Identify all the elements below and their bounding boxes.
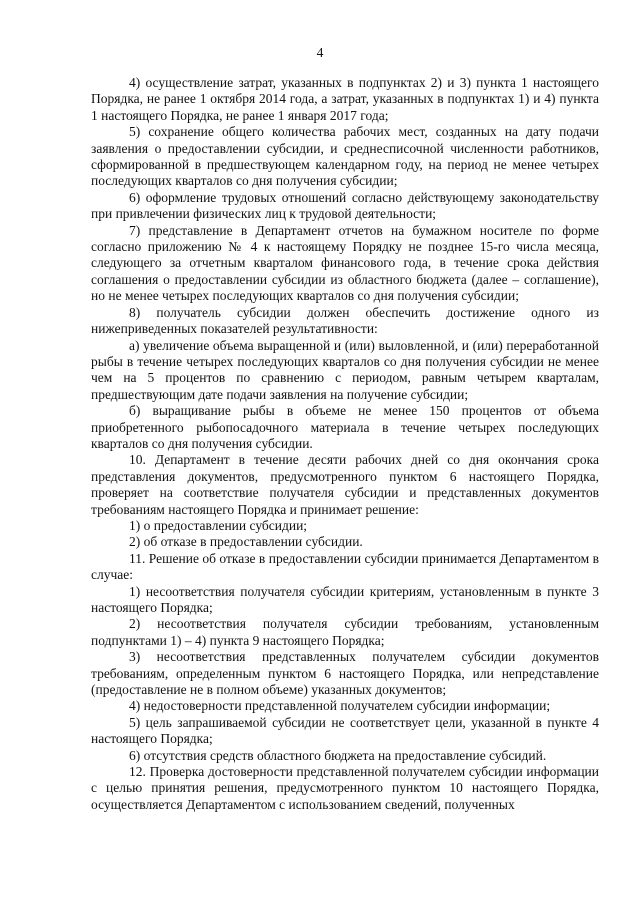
paragraph-section-11: 11. Решение об отказе в предоставлении субсидии принимается Департаментом в случае: bbox=[91, 550, 599, 583]
decision-option-1: 1) о предоставлении субсидии; bbox=[129, 517, 308, 533]
paragraph-subitem-a: а) увеличение объема выращенной и (или) выловленной, и (или) переработанной рыбы в течение четырех последующих кварталов со дня получения субсидии не менее чем на 5 процентов по сравнению с периодом, равным четырем кварталам, предшествующим дате подачи заявления на получение субсидии; bbox=[91, 337, 599, 402]
refusal-reason-6: 6) отсутствия средств областного бюджета на предоставление субсидий. bbox=[129, 747, 547, 763]
paragraph-item-6: 6) оформление трудовых отношений согласно действующему законодательству при привлечении физических лиц к трудовой деятельности; bbox=[91, 189, 599, 222]
paragraph-item-4: 4) осуществление затрат, указанных в подпунктах 2) и 3) пункта 1 настоящего Порядка, не ранее 1 октября 2014 года, а затрат, указанных в подпунктах 1) и 4) пункта 1 настоящего Порядка, не ранее 1 января 2017 года; bbox=[91, 75, 599, 123]
paragraph-section-12: 12. Проверка достоверности представленной получателем субсидии информации с целью принятия решения, предусмотренного пунктом 10 настоящего Порядка, осуществляется Департаментом с использованием сведений, полученных bbox=[91, 764, 599, 812]
paragraph-item-5: 5) сохранение общего количества рабочих мест, созданных на дату подачи заявления о предоставлении субсидии, и среднесписочной численности работников, сформированной в предшествующем календарном году, на период не менее четырех последующих кварталов со дня получения субсидии; bbox=[91, 124, 599, 189]
paragraph-item-8: 8) получатель субсидии должен обеспечить достижение одного из нижеприведенных показателей результативности: bbox=[91, 304, 599, 337]
refusal-reason-2: 2) несоответствия получателя субсидии требованиям, установленным подпунктами 1) – 4) пункта 9 настоящего Порядка; bbox=[91, 616, 599, 648]
refusal-reason-1: 1) несоответствия получателя субсидии критериям, установленным в пункте 3 настоящего Порядка; bbox=[91, 583, 599, 615]
decision-option-2: 2) об отказе в предоставлении субсидии. bbox=[129, 534, 363, 550]
refusal-reason-3: 3) несоответствия представленных получателем субсидии документов требованиям, определенным пунктом 6 настоящего Порядка, или непредставление (предоставление не в полном объеме) указанных документов; bbox=[91, 649, 599, 698]
refusal-reason-5: 5) цель запрашиваемой субсидии не соответствует цели, указанной в пункте 4 настоящего Порядка; bbox=[91, 714, 599, 747]
refusal-reason-4: 4) недостоверности представленной получателем субсидии информации; bbox=[129, 698, 551, 714]
paragraph-section-10: 10. Департамент в течение десяти рабочих дней со дня окончания срока представления документов, предусмотренного пунктом 6 настоящего Порядка, проверяет на соответствие получателя субсидии и представленных документов требованиям настоящего Порядка и принимает решение: bbox=[91, 452, 599, 517]
page-number: 4 bbox=[316, 45, 324, 60]
paragraph-item-7: 7) представление в Департамент отчетов на бумажном носителе по форме согласно приложению № 4 к настоящему Порядку не позднее 15-го числа месяца, следующего за отчетным кварталом финансового года, в течение срока действия соглашения о предоставлении субсидии из областного бюджета (далее – соглашение), но не менее четырех последующих кварталов со дня получения субсидии; bbox=[91, 222, 599, 304]
paragraph-subitem-b: б) выращивание рыбы в объеме не менее 150 процентов от объема приобретенного рыбопосадочного материала в течение четырех последующих кварталов со дня получения субсидии. bbox=[91, 403, 599, 451]
document-body bbox=[91, 75, 599, 813]
